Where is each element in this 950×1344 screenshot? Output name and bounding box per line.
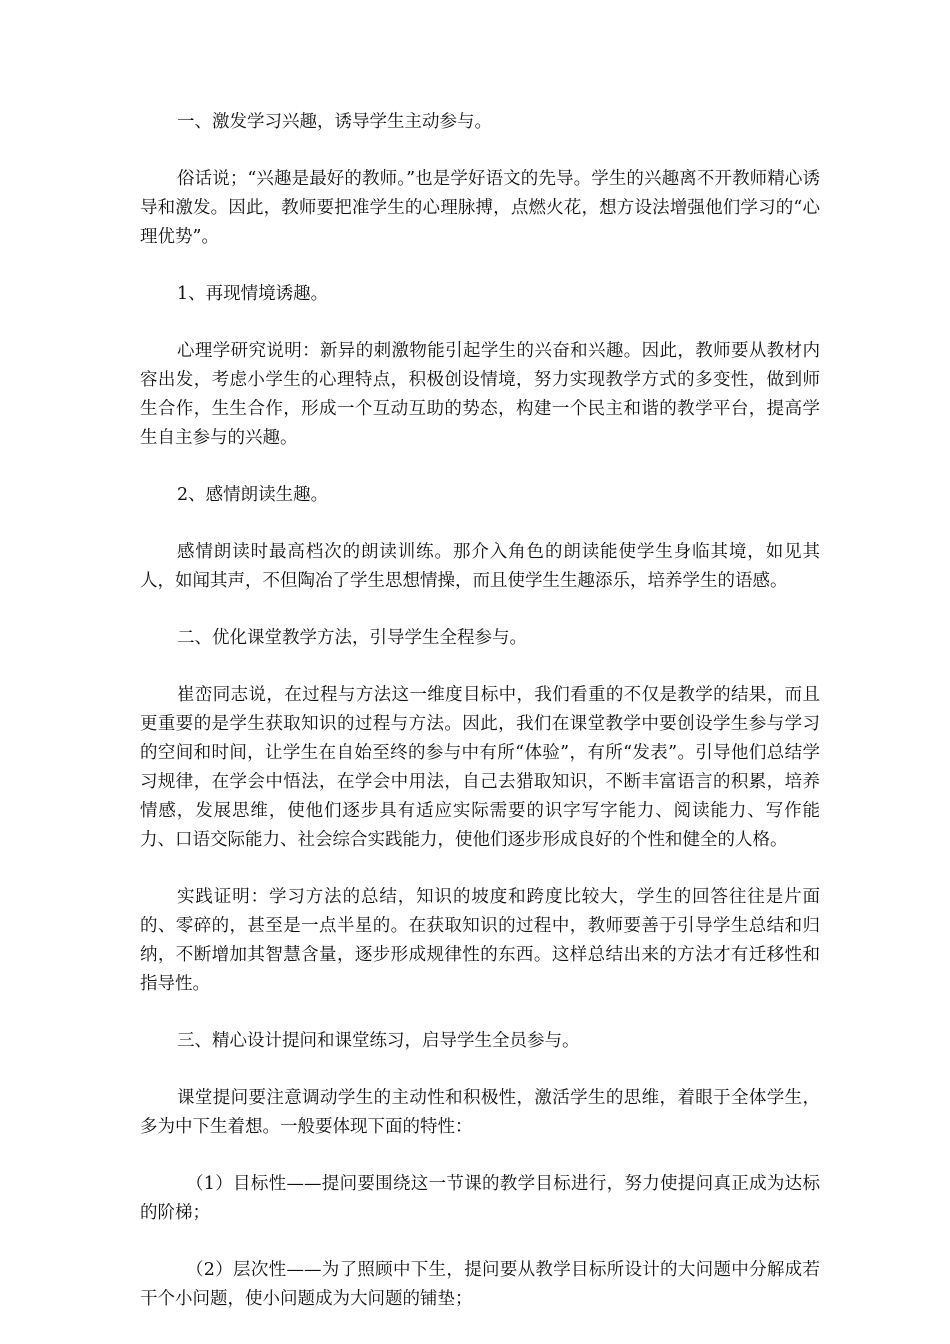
section-heading-1: 一、激发学习兴趣，诱导学生主动参与。 (177, 112, 492, 132)
body-paragraph: 心理学研究说明：新异的刺激物能引起学生的兴奋和兴趣。因此，教师要从教材内容出发，考虑小学生的心理特点，积极创设情境，努力实现教学方式的多变性，做到师生合作，生生合作，形成一个互动互助的势态，构建一个民主和谐的教学平台，提高学生自主参与的兴趣。 (140, 341, 820, 448)
body-paragraph: 俗话说；“兴趣是最好的教师。”也是学好语文的先导。学生的兴趣离不开教师精心诱导和激发。因此，教师要把准学生的心理脉搏，点燃火花，想方设法增强他们学习的“心理优势”。 (140, 169, 820, 247)
document-body (140, 108, 820, 1342)
list-item: （1）目标性——提问要围绕这一节课的教学目标进行，努力使提问真正成为达标的阶梯； (140, 1174, 820, 1223)
subheading-1: 1、再现情境诱趣。 (177, 284, 329, 304)
subheading-2: 2、感情朗读生趣。 (177, 485, 329, 505)
section-heading-3: 三、精心设计提问和课堂练习，启导学生全员参与。 (177, 1031, 580, 1051)
body-paragraph: 实践证明：学习方法的总结，知识的坡度和跨度比较大，学生的回答往往是片面的、零碎的，甚至是一点半星的。在获取知识的过程中，教师要善于引导学生总结和归纳，不断增加其智慧含量，逐步形成规律性的东西。这样总结出来的方法才有迁移性和指导性。 (140, 887, 820, 994)
list-item: （2）层次性——为了照顾中下生，提问要从教学目标所设计的大问题中分解成若干个小问题，使小问题成为大问题的铺垫； (140, 1260, 820, 1309)
body-paragraph: 崔峦同志说，在过程与方法这一维度目标中，我们看重的不仅是教学的结果，而且更重要的是学生获取知识的过程与方法。因此，我们在课堂教学中要创设学生参与学习的空间和时间，让学生在自始至终的参与中有所“体验”，有所“发表”。引导他们总结学习规律，在学会中悟法，在学会中用法，自己去猎取知识，不断丰富语言的积累，培养情感，发展思维，使他们逐步具有适应实际需要的识字写字能力、阅读能力、写作能力、口语交际能力、社会综合实践能力，使他们逐步形成良好的个性和健全的人格。 (140, 685, 820, 850)
section-heading-2: 二、优化课堂教学方法，引导学生全程参与。 (177, 628, 527, 648)
body-paragraph: 课堂提问要注意调动学生的主动性和积极性，激活学生的思维，着眼于全体学生，多为中下生着想。一般要体现下面的特性： (140, 1088, 820, 1137)
body-paragraph: 感情朗读时最高档次的朗读训练。那介入角色的朗读能使学生身临其境，如见其人，如闻其声，不但陶冶了学生思想情操，而且使学生生趣添乐，培养学生的语感。 (140, 542, 820, 591)
